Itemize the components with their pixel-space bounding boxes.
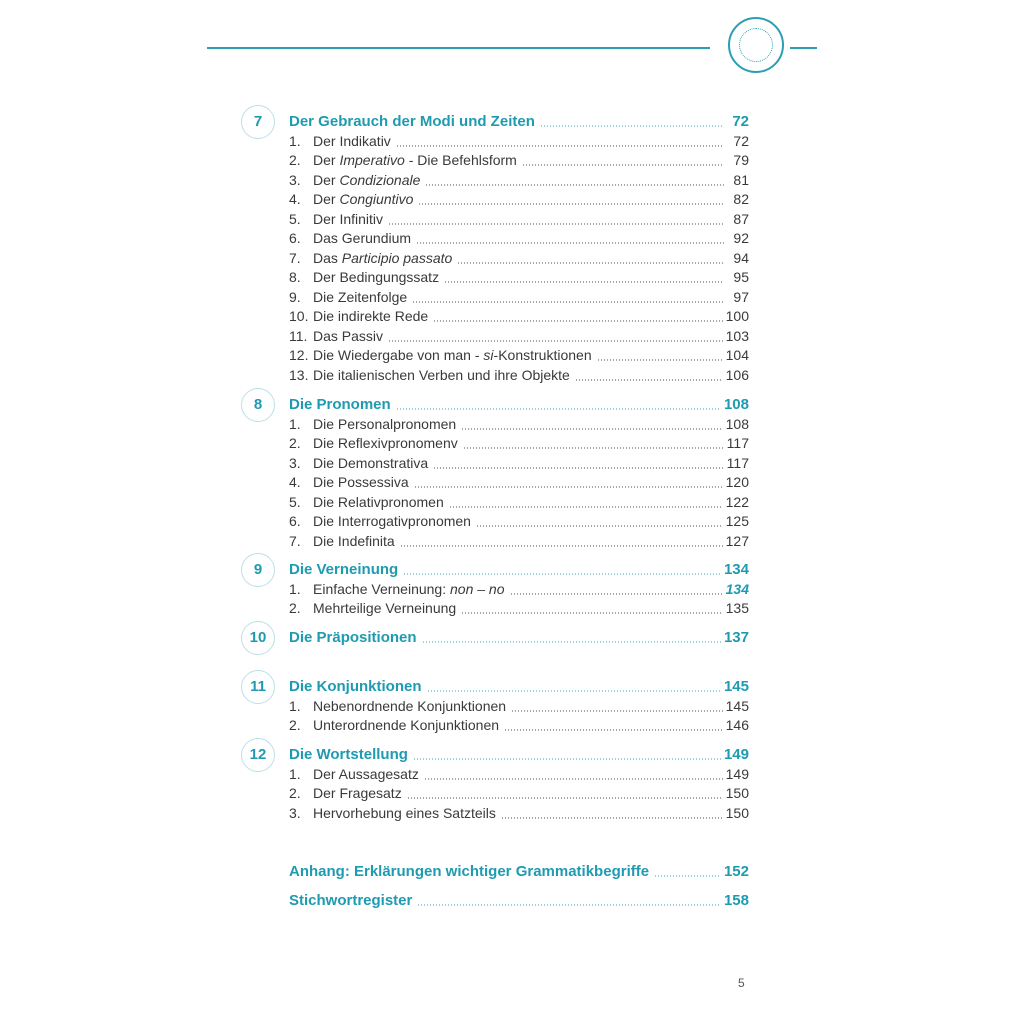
entry-page-number: 134: [725, 580, 749, 597]
entry-title: [313, 804, 496, 823]
leader-dots: [444, 281, 724, 283]
leader-dots: [461, 428, 722, 430]
leader-dots: [407, 797, 723, 799]
entry-title-italic: si: [483, 347, 494, 363]
entry-number: 3.: [289, 171, 301, 188]
toc-entry-link[interactable]: [289, 229, 749, 248]
chapter-page-number: 134: [723, 561, 749, 578]
entry-title-text: Mehrteilige Verneinung: [313, 600, 457, 616]
entry-number: 4.: [289, 474, 301, 490]
entry-number: 1.: [289, 132, 301, 149]
chapter-heading-link[interactable]: [289, 395, 749, 414]
entry-title: [313, 307, 428, 326]
toc-entry-link[interactable]: [289, 327, 749, 346]
chapter-number-badge: 12: [241, 738, 275, 772]
entry-page-number: 127: [725, 532, 749, 549]
entry-page-number: 95: [733, 269, 749, 285]
entry-title: [313, 434, 458, 453]
header-rule-right: [790, 47, 817, 49]
entry-title-text: Nebenordnende Konjunktionen: [313, 697, 507, 714]
entry-title-text: Einfache Verneinung:: [313, 580, 450, 597]
entry-title-text: Die Possessiva: [313, 474, 409, 490]
entry-title-text: Die indirekte Rede: [313, 308, 429, 324]
entry-title-italic: Condizionale: [339, 171, 421, 188]
entry-title: [313, 532, 395, 551]
entry-title: [313, 493, 444, 512]
toc-entry-link[interactable]: [289, 532, 749, 551]
leader-dots: [427, 690, 721, 692]
chapter-number-badge: 10: [241, 621, 275, 655]
entry-page-number: 125: [725, 513, 749, 529]
chapter-number-badge: 8: [241, 388, 275, 422]
entry-title-text: Der Aussagesatz: [313, 765, 419, 782]
chapter-number-badge: 9: [241, 553, 275, 587]
leader-dots: [461, 612, 722, 614]
entry-page-number: 146: [725, 717, 749, 733]
toc-entry-link[interactable]: [289, 346, 749, 365]
entry-title: [313, 346, 592, 365]
toc-entry-link[interactable]: [289, 288, 749, 307]
toc-entry-link[interactable]: [289, 697, 749, 716]
chapter-title: Die Pronomen: [289, 396, 391, 413]
toc-entry-link[interactable]: [289, 210, 749, 229]
entry-number: 6.: [289, 230, 301, 246]
entry-page-number: 145: [725, 697, 749, 714]
entry-page-number: 97: [733, 288, 749, 305]
entry-title-text: Die italienischen Verben und ihre Objekte: [313, 366, 570, 383]
entry-number: 4.: [289, 191, 301, 207]
entry-title: [313, 171, 420, 190]
entry-title-text: Die Zeitenfolge: [313, 288, 408, 305]
entry-number: 2.: [289, 152, 301, 168]
entry-title-italic: Imperativo: [339, 152, 405, 168]
entry-number: 6.: [289, 513, 301, 529]
chapter-heading-link[interactable]: [289, 112, 749, 131]
toc-entry-link[interactable]: [289, 493, 749, 512]
chapter-title: Der Gebrauch der Modi und Zeiten: [289, 113, 535, 130]
chapter-number-badge: 7: [241, 105, 275, 139]
leader-dots: [396, 145, 724, 147]
header-circle-emblem: [728, 17, 784, 73]
entry-title-text: Der: [313, 171, 340, 188]
leader-dots: [424, 778, 723, 780]
entry-title: [313, 327, 383, 346]
entry-title: [313, 249, 452, 268]
leader-dots: [510, 593, 723, 595]
leader-dots: [463, 447, 724, 449]
entry-title-text: Die Wiedergabe von man -: [313, 347, 484, 363]
appendix-heading-link[interactable]: [289, 862, 749, 881]
leader-dots: [388, 340, 723, 342]
chapter-title: Die Konjunktionen: [289, 678, 422, 695]
entry-page-number: 94: [733, 249, 749, 266]
entry-title-text: Das Passiv: [313, 327, 384, 344]
entry-title: [313, 229, 411, 248]
toc-entry-link[interactable]: [289, 473, 749, 492]
entry-title: [313, 697, 506, 716]
entry-title-text: Die Personalpronomen: [313, 415, 457, 432]
entry-title-italic: non – no: [450, 580, 505, 597]
toc-entry-link[interactable]: [289, 765, 749, 784]
entry-title: [313, 366, 570, 385]
toc-entry-link[interactable]: [289, 580, 749, 599]
toc-entry-link[interactable]: [289, 268, 749, 287]
leader-dots: [522, 164, 724, 166]
leader-dots: [417, 904, 721, 906]
entry-title-text: Der Indikativ: [313, 132, 391, 149]
toc-entry-link[interactable]: [289, 366, 749, 385]
entry-title-text: Der Infinitiv: [313, 210, 384, 227]
leader-dots: [504, 729, 723, 731]
chapter-page-number: 149: [723, 746, 749, 763]
leader-dots: [476, 525, 723, 527]
leader-dots: [416, 242, 724, 244]
entry-number: 1.: [289, 415, 301, 432]
entry-title-text: Der: [313, 152, 340, 168]
entry-page-number: 87: [733, 210, 749, 227]
chapter-heading-link[interactable]: [289, 677, 749, 696]
entry-title-text: Die Relativpronomen: [313, 493, 444, 510]
entry-page-number: 82: [733, 191, 749, 207]
leader-dots: [597, 359, 723, 361]
entry-page-number: 72: [733, 132, 749, 149]
entry-title: [313, 415, 456, 434]
toc-entry-link[interactable]: [289, 784, 749, 803]
entry-number: 7.: [289, 532, 301, 549]
toc-entry-link[interactable]: [289, 151, 749, 170]
entry-number: 12.: [289, 347, 309, 363]
entry-title-italic: Congiuntivo: [339, 191, 414, 207]
entry-title: [313, 765, 419, 784]
entry-number: 1.: [289, 580, 301, 597]
leader-dots: [575, 379, 723, 381]
entry-page-number: 122: [725, 493, 749, 510]
entry-page-number: 106: [725, 366, 749, 383]
entry-title-suffix: - Die Befehlsform: [404, 152, 517, 168]
leader-dots: [511, 710, 723, 712]
entry-page-number: 150: [725, 804, 749, 821]
entry-title-text: Hervorhebung eines Satzteils: [313, 804, 496, 821]
entry-number: 2.: [289, 717, 301, 733]
toc-entry-link[interactable]: [289, 307, 749, 326]
toc-entry-link[interactable]: [289, 512, 749, 531]
emblem-dotted-ring: [739, 28, 773, 62]
chapter-page-number: 72: [732, 113, 749, 130]
appendix-heading-link[interactable]: [289, 891, 749, 910]
chapter-title: Die Wortstellung: [289, 746, 408, 763]
entry-page-number: 135: [725, 600, 749, 616]
entry-number: 13.: [289, 366, 309, 383]
leader-dots: [412, 301, 724, 303]
entry-title-text: Die Indefinita: [313, 532, 395, 549]
chapter-page-number: 145: [723, 678, 749, 695]
entry-title-text: Die Demonstrativa: [313, 454, 429, 471]
entry-title: [313, 784, 402, 803]
entry-number: 2.: [289, 600, 301, 616]
leader-dots: [457, 262, 724, 264]
entry-title: [313, 288, 407, 307]
page-number: 5: [738, 976, 745, 990]
chapter-number-badge: 11: [241, 670, 275, 704]
appendix-title: Stichwortregister: [289, 892, 413, 909]
entry-title: [313, 210, 383, 229]
leader-dots: [400, 545, 723, 547]
leader-dots: [418, 203, 724, 205]
entry-page-number: 120: [725, 474, 749, 490]
leader-dots: [413, 758, 721, 760]
leader-dots: [449, 506, 723, 508]
leader-dots: [425, 184, 724, 186]
entry-title-text: Das: [313, 249, 342, 266]
chapter-page-number: 108: [723, 396, 749, 413]
entry-title-text: Unterordnende Konjunktionen: [313, 717, 500, 733]
entry-title-text: Der Fragesatz: [313, 785, 402, 801]
entry-page-number: 117: [726, 435, 749, 451]
toc-entry-link[interactable]: [289, 434, 749, 453]
toc-entry-link[interactable]: [289, 171, 749, 190]
entry-title-text: Der: [313, 191, 340, 207]
entry-title: [313, 473, 409, 492]
entry-title-suffix: -Konstruktionen: [493, 347, 592, 363]
entry-number: 5.: [289, 493, 301, 510]
appendix-title: Anhang: Erklärungen wichtiger Grammatikbegriffe: [289, 863, 650, 880]
entry-number: 1.: [289, 765, 301, 782]
leader-dots: [403, 573, 721, 575]
toc-entry-link[interactable]: [289, 132, 749, 151]
entry-title: [313, 132, 391, 151]
entry-number: 1.: [289, 697, 301, 714]
leader-dots: [422, 641, 721, 643]
chapter-heading-link[interactable]: [289, 628, 749, 647]
entry-page-number: 103: [725, 327, 749, 344]
entry-title: [313, 599, 456, 618]
entry-page-number: 149: [725, 765, 749, 782]
toc-entry-link[interactable]: [289, 804, 749, 823]
entry-number: 8.: [289, 269, 301, 285]
toc-entry-link[interactable]: [289, 249, 749, 268]
chapter-page-number: 137: [723, 629, 749, 646]
toc-entry-link[interactable]: [289, 599, 749, 618]
appendix-page-number: 152: [723, 863, 749, 880]
toc-entry-link[interactable]: [289, 415, 749, 434]
entry-title-text: Der Bedingungssatz: [313, 269, 440, 285]
entry-page-number: 81: [733, 171, 749, 188]
entry-page-number: 92: [733, 230, 749, 246]
entry-page-number: 117: [726, 454, 749, 471]
entry-number: 9.: [289, 288, 301, 305]
entry-page-number: 150: [725, 785, 749, 801]
entry-page-number: 100: [725, 308, 749, 324]
entry-title: [313, 716, 499, 735]
chapter-heading-link[interactable]: [289, 560, 749, 579]
entry-title-text: Die Reflexivpronomenv: [313, 435, 458, 451]
chapter-title: Die Verneinung: [289, 561, 399, 578]
toc-entry-link[interactable]: [289, 716, 749, 735]
entry-page-number: 104: [725, 347, 749, 363]
entry-number: 7.: [289, 249, 301, 266]
entry-title-italic: Participio passato: [341, 249, 453, 266]
entry-title: [313, 580, 505, 599]
entry-number: 2.: [289, 435, 301, 451]
entry-number: 11.: [289, 327, 308, 344]
leader-dots: [654, 875, 721, 877]
entry-title: [313, 268, 439, 287]
entry-page-number: 79: [733, 152, 749, 168]
entry-title: [313, 454, 428, 473]
entry-number: 3.: [289, 804, 301, 821]
entry-title: [313, 512, 471, 531]
leader-dots: [388, 223, 724, 225]
leader-dots: [501, 817, 723, 819]
chapter-heading-link[interactable]: [289, 745, 749, 764]
entry-title-text: Die Interrogativpronomen: [313, 513, 471, 529]
entry-title: [313, 151, 517, 170]
entry-number: 10.: [289, 308, 309, 324]
toc-entry-link[interactable]: [289, 454, 749, 473]
appendix-page-number: 158: [723, 892, 749, 909]
toc-entry-link[interactable]: [289, 190, 749, 209]
entry-title-text: Das Gerundium: [313, 230, 412, 246]
entry-page-number: 108: [725, 415, 749, 432]
entry-number: 2.: [289, 785, 301, 801]
entry-number: 5.: [289, 210, 301, 227]
leader-dots: [540, 125, 724, 127]
leader-dots: [433, 320, 722, 322]
entry-number: 3.: [289, 454, 301, 471]
header-rule-left: [207, 47, 710, 49]
leader-dots: [396, 408, 721, 410]
entry-title: [313, 190, 413, 209]
leader-dots: [433, 467, 724, 469]
chapter-title: Die Präpositionen: [289, 629, 417, 646]
leader-dots: [414, 486, 723, 488]
